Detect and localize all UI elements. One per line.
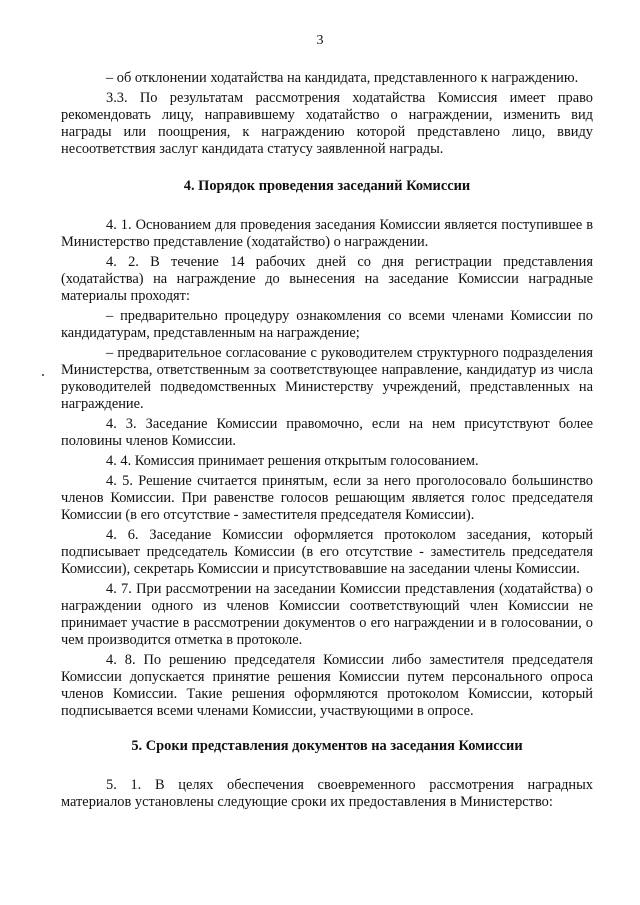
scan-speck: [42, 374, 44, 376]
paragraph-4-2: 4. 2. В течение 14 рабочих дней со дня регистрации представления (ходатайства) на награждение до вынесения на заседание Комиссии наградные материалы проходят:: [61, 254, 593, 304]
paragraph-4-3: 4. 3. Заседание Комиссии правомочно, если на нем присутствуют более половины членов Комиссии.: [61, 416, 593, 449]
paragraph-4-4: 4. 4. Комиссия принимает решения открытым голосованием.: [106, 453, 479, 469]
list-item-approval: – предварительное согласование с руководителем структурного подразделения Министерства, ответственным за соответствующее направление, кандидатур из числа руководителей подведомственных Министерству учреждений, представленных на награждение.: [61, 345, 593, 412]
paragraph-3-3: 3.3. По результатам рассмотрения ходатайства Комиссия имеет право рекомендовать лицу, направившему ходатайство о награждении, изменить вид награды или поощрения, к награждению которой представлено лицо, ввиду несоответствия заслуг кандидата статусу заявленной награды.: [61, 90, 593, 157]
page-number: 3: [316, 33, 324, 48]
paragraph-5-1: 5. 1. В целях обеспечения своевременного рассмотрения наградных материалов установлены следующие сроки их предоставления в Министерство:: [61, 777, 593, 810]
paragraph-4-5: 4. 5. Решение считается принятым, если за него проголосовало большинство членов Комиссии. При равенстве голосов решающим является голос председателя Комиссии (в его отсутствие - заместителя председателя Комиссии).: [61, 473, 593, 523]
paragraph-4-6: 4. 6. Заседание Комиссии оформляется протоколом заседания, который подписывает председатель Комиссии (в его отсутствие - заместитель председателя Комиссии), секретарь Комиссии и присутствовавшие на заседании члены Комиссии.: [61, 527, 593, 577]
section-heading-4: 4. Порядок проведения заседаний Комиссии: [183, 178, 471, 194]
paragraph-4-1: 4. 1. Основанием для проведения заседания Комиссии является поступившее в Министерство представление (ходатайство) о награждении.: [61, 217, 593, 250]
section-heading-5: 5. Сроки представления документов на заседания Комиссии: [131, 738, 523, 754]
paragraph-rejection-item: – об отклонении ходатайства на кандидата, представленного к награждению.: [106, 70, 579, 86]
paragraph-4-7: 4. 7. При рассмотрении на заседании Комиссии представления (ходатайства) о награждении одного из членов Комиссии соответствующий член Комиссии не принимает участие в рассмотрении документов о его награждении и в голосовании, о чем производится отметка в протоколе.: [61, 581, 593, 648]
paragraph-4-8: 4. 8. По решению председателя Комиссии либо заместителя председателя Комиссии допускается принятие решения Комиссии путем персонального опроса членов Комиссии. Такие решения оформляются протоколом Комиссии, который подписывается всеми членами Комиссии, участвующими в опросе.: [61, 652, 593, 719]
document-body: [61, 70, 593, 814]
list-item-familiarization: – предварительно процедуру ознакомления со всеми членами Комиссии по кандидатурам, представленным на награждение;: [61, 308, 593, 341]
